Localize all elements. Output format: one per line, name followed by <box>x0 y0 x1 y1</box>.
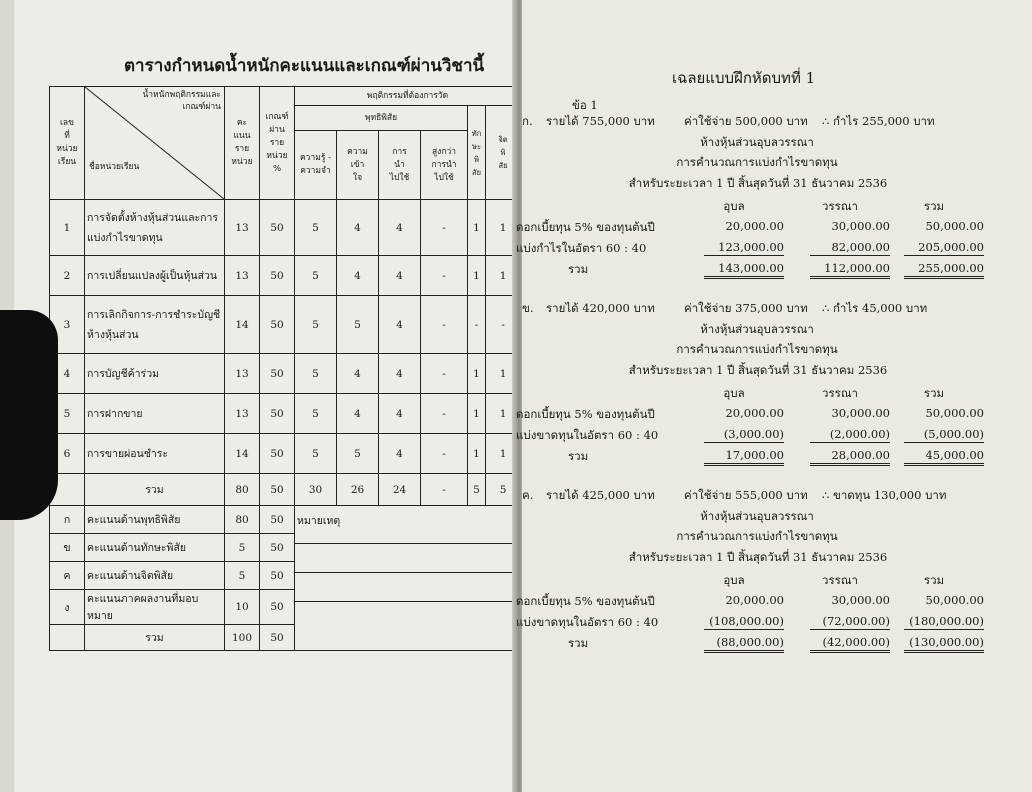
unit-pass: 50 <box>260 296 295 354</box>
unit-name: การฝากขาย <box>85 394 225 434</box>
unit-skill: 1 <box>468 354 486 394</box>
unit-affective: - <box>486 296 521 354</box>
summary-pass: 50 <box>260 506 295 534</box>
total-c4: - <box>421 474 468 506</box>
table-row <box>50 256 521 296</box>
unit-c4: - <box>421 394 468 434</box>
unit-c1: 5 <box>295 394 337 434</box>
unit-c4: - <box>421 354 468 394</box>
statement-period: สำหรับระยะเวลา 1 ปี สิ้นสุดวันที่ 31 ธันวาคม 2536 <box>628 550 888 564</box>
cell-b: 82,000.00 <box>810 240 890 256</box>
unit-name: การเปลี่ยนแปลงผู้เป็นหุ้นส่วน <box>85 256 225 296</box>
total-c1: 30 <box>295 474 337 506</box>
cell-total: (5,000.00) <box>904 427 984 443</box>
unit-score: 13 <box>225 394 260 434</box>
note-cell <box>295 506 521 651</box>
row-label: ดอกเบี้ยทุน 5% ของทุนต้นปี <box>516 407 655 421</box>
unit-skill: 1 <box>468 256 486 296</box>
unit-affective: 1 <box>486 256 521 296</box>
income-text: รายได้ 425,000 บาท <box>546 488 655 502</box>
summary-no: ค <box>50 562 85 590</box>
unit-pass: 50 <box>260 256 295 296</box>
total-c2: 26 <box>337 474 379 506</box>
unit-no: 4 <box>50 354 85 394</box>
unit-name: การจัดตั้งห้างหุ้นส่วนและการแบ่งกำไรขาดทุน <box>85 200 225 256</box>
header-affective: จิต พิ สัย <box>486 106 521 200</box>
column-header-total: รวม <box>923 386 945 400</box>
income-text: รายได้ 755,000 บาท <box>546 114 655 128</box>
income-text: รายได้ 420,000 บาท <box>546 301 655 315</box>
column-header-b: วรรณา <box>822 199 858 213</box>
total-c3: 24 <box>379 474 421 506</box>
header-comprehension: ความ เข้า ใจ <box>337 131 379 200</box>
note-label: หมายเหตุ <box>297 515 341 527</box>
unit-score: 13 <box>225 256 260 296</box>
unit-affective: 1 <box>486 434 521 474</box>
total-score: 80 <box>225 474 260 506</box>
summary-no: ก <box>50 506 85 534</box>
unit-no: 5 <box>50 394 85 434</box>
unit-pass: 50 <box>260 434 295 474</box>
cell-b: 30,000.00 <box>831 406 890 420</box>
result-text: ∴ ขาดทุน 130,000 บาท <box>822 488 947 502</box>
right-page-title: เฉลยแบบฝึกหัดบทที่ 1 <box>672 69 816 87</box>
unit-skill: - <box>468 296 486 354</box>
cell-a: (3,000.00) <box>704 427 784 443</box>
header-above-application: สูงกว่า การนำ ไปใช้ <box>421 131 468 200</box>
unit-affective: 1 <box>486 394 521 434</box>
cell-total: 50,000.00 <box>925 219 984 233</box>
summary-score: 5 <box>225 562 260 590</box>
header-diagonal-cell <box>85 87 225 200</box>
statement-name: การคำนวณการแบ่งกำไรขาดทุน <box>676 342 838 356</box>
unit-affective: 1 <box>486 200 521 256</box>
cell-a: 143,000.00 <box>704 261 784 279</box>
unit-name: การบัญชีค้าร่วม <box>85 354 225 394</box>
unit-c3: 4 <box>379 394 421 434</box>
unit-c1: 5 <box>295 434 337 474</box>
expense-text: ค่าใช้จ่าย 555,000 บาท <box>684 488 808 502</box>
column-header-a: อุบล <box>723 573 745 587</box>
expense-text: ค่าใช้จ่าย 375,000 บาท <box>684 301 808 315</box>
unit-c1: 5 <box>295 200 337 256</box>
page-shadow-blot <box>0 310 58 520</box>
cell-total: 255,000.00 <box>904 261 984 279</box>
summary-row <box>50 506 521 534</box>
unit-c3: 4 <box>379 296 421 354</box>
summary-total-score: 100 <box>225 625 260 651</box>
header-pass: เกณฑ์ ผ่าน ราย หน่วย % <box>260 87 295 200</box>
row-label: รวม <box>568 262 589 276</box>
header-unit-name: ชื่อหน่วยเรียน <box>89 162 140 172</box>
unit-no: 2 <box>50 256 85 296</box>
unit-no: 6 <box>50 434 85 474</box>
total-pass: 50 <box>260 474 295 506</box>
row-label: แบ่งขาดทุนในอัตรา 60 : 40 <box>516 428 659 442</box>
cell-total: 205,000.00 <box>904 240 984 256</box>
unit-c2: 4 <box>337 200 379 256</box>
result-text: ∴ กำไร 45,000 บาท <box>822 301 928 315</box>
row-label: แบ่งกำไรในอัตรา 60 : 40 <box>516 241 647 255</box>
row-label: ดอกเบี้ยทุน 5% ของทุนต้นปี <box>516 594 655 608</box>
table-row <box>50 200 521 256</box>
cell-a: (108,000.00) <box>704 614 784 630</box>
summary-pass: 50 <box>260 562 295 590</box>
unit-c2: 5 <box>337 296 379 354</box>
header-knowledge: ความรู้ - ความจำ <box>295 131 337 200</box>
cell-total: 50,000.00 <box>925 406 984 420</box>
unit-pass: 50 <box>260 394 295 434</box>
unit-score: 13 <box>225 354 260 394</box>
total-label: รวม <box>85 474 225 506</box>
table-row <box>50 434 521 474</box>
cell-a: (88,000.00) <box>704 635 784 653</box>
unit-c2: 4 <box>337 394 379 434</box>
summary-score: 10 <box>225 590 260 625</box>
unit-c3: 4 <box>379 354 421 394</box>
unit-c2: 5 <box>337 434 379 474</box>
summary-total-pass: 50 <box>260 625 295 651</box>
unit-c2: 4 <box>337 256 379 296</box>
company-name: ห้างหุ้นส่วนอุบลวรรณา <box>700 509 814 523</box>
statement-period: สำหรับระยะเวลา 1 ปี สิ้นสุดวันที่ 31 ธันวาคม 2536 <box>628 176 888 190</box>
cell-total: (130,000.00) <box>904 635 984 653</box>
header-weight-criteria: น้ำหนักพฤติกรรมและ เกณฑ์ผ่าน <box>142 90 221 112</box>
cell-b: 28,000.00 <box>810 448 890 466</box>
summary-name: คะแนนด้านพุทธิพิสัย <box>85 506 225 534</box>
unit-skill: 1 <box>468 394 486 434</box>
question-label: ข้อ 1 <box>572 98 598 112</box>
header-unit-no: เลข ที่ หน่วย เรียน <box>50 87 85 200</box>
unit-score: 14 <box>225 434 260 474</box>
unit-c4: - <box>421 296 468 354</box>
row-label: แบ่งขาดทุนในอัตรา 60 : 40 <box>516 615 659 629</box>
summary-total-label: รวม <box>85 625 225 651</box>
unit-skill: 1 <box>468 434 486 474</box>
unit-c3: 4 <box>379 200 421 256</box>
total-skill: 5 <box>468 474 486 506</box>
column-header-a: อุบล <box>723 199 745 213</box>
unit-name: การขายผ่อนชำระ <box>85 434 225 474</box>
unit-name: การเลิกกิจการ-การชำระบัญชีห้างหุ้นส่วน <box>85 296 225 354</box>
unit-score: 14 <box>225 296 260 354</box>
cell-a: 123,000.00 <box>704 240 784 256</box>
unit-c4: - <box>421 434 468 474</box>
cell-b: 30,000.00 <box>831 593 890 607</box>
unit-pass: 50 <box>260 200 295 256</box>
header-behavior: พฤติกรรมที่ต้องการวัด <box>295 87 521 106</box>
column-header-total: รวม <box>923 573 945 587</box>
unit-no: 1 <box>50 200 85 256</box>
unit-c2: 4 <box>337 354 379 394</box>
company-name: ห้างหุ้นส่วนอุบลวรรณา <box>700 135 814 149</box>
row-label: รวม <box>568 636 589 650</box>
left-page-title: ตารางกำหนดน้ำหนักคะแนนและเกณฑ์ผ่านวิชานี้ <box>124 56 485 76</box>
cell-total: 50,000.00 <box>925 593 984 607</box>
cell-total: (180,000.00) <box>904 614 984 630</box>
cell-a: 20,000.00 <box>725 593 784 607</box>
summary-name: คะแนนภาคผลงานที่มอบหมาย <box>85 590 225 625</box>
table-header-row <box>50 87 521 106</box>
total-row <box>50 474 521 506</box>
header-cognitive: พุทธิพิสัย <box>295 106 468 131</box>
summary-pass: 50 <box>260 590 295 625</box>
cell-b: (2,000.00) <box>810 427 890 443</box>
unit-no: 3 <box>50 296 85 354</box>
unit-c1: 5 <box>295 354 337 394</box>
section-label: ข. <box>522 301 534 315</box>
unit-c1: 5 <box>295 296 337 354</box>
summary-name: คะแนนด้านจิตพิสัย <box>85 562 225 590</box>
table-row <box>50 296 521 354</box>
statement-name: การคำนวณการแบ่งกำไรขาดทุน <box>676 155 838 169</box>
score-weight-table <box>49 86 521 651</box>
row-label: รวม <box>568 449 589 463</box>
cell-total: 45,000.00 <box>904 448 984 466</box>
company-name: ห้างหุ้นส่วนอุบลวรรณา <box>700 322 814 336</box>
statement-period: สำหรับระยะเวลา 1 ปี สิ้นสุดวันที่ 31 ธันวาคม 2536 <box>628 363 888 377</box>
summary-score: 80 <box>225 506 260 534</box>
cell-b: (72,000.00) <box>810 614 890 630</box>
unit-c3: 4 <box>379 434 421 474</box>
header-skill: ทัก ษะ พิ สัย <box>468 106 486 200</box>
section-label: ก. <box>522 114 533 128</box>
column-header-a: อุบล <box>723 386 745 400</box>
unit-score: 13 <box>225 200 260 256</box>
unit-skill: 1 <box>468 200 486 256</box>
summary-pass: 50 <box>260 534 295 562</box>
summary-no: ข <box>50 534 85 562</box>
cell-b: (42,000.00) <box>810 635 890 653</box>
summary-no: ง <box>50 590 85 625</box>
header-score: คะ แนน ราย หน่วย <box>225 87 260 200</box>
cell-a: 17,000.00 <box>704 448 784 466</box>
statement-name: การคำนวณการแบ่งกำไรขาดทุน <box>676 529 838 543</box>
table-row <box>50 394 521 434</box>
section-label: ค. <box>522 488 534 502</box>
unit-c3: 4 <box>379 256 421 296</box>
total-affective: 5 <box>486 474 521 506</box>
unit-affective: 1 <box>486 354 521 394</box>
expense-text: ค่าใช้จ่าย 500,000 บาท <box>684 114 808 128</box>
cell-b: 30,000.00 <box>831 219 890 233</box>
unit-c1: 5 <box>295 256 337 296</box>
row-label: ดอกเบี้ยทุน 5% ของทุนต้นปี <box>516 220 655 234</box>
cell-a: 20,000.00 <box>725 219 784 233</box>
header-application: การ นำ ไปใช้ <box>379 131 421 200</box>
column-header-total: รวม <box>923 199 945 213</box>
cell-b: 112,000.00 <box>810 261 890 279</box>
unit-c4: - <box>421 256 468 296</box>
unit-c4: - <box>421 200 468 256</box>
cell-a: 20,000.00 <box>725 406 784 420</box>
column-header-b: วรรณา <box>822 386 858 400</box>
summary-score: 5 <box>225 534 260 562</box>
result-text: ∴ กำไร 255,000 บาท <box>822 114 935 128</box>
table-row <box>50 354 521 394</box>
summary-name: คะแนนด้านทักษะพิสัย <box>85 534 225 562</box>
column-header-b: วรรณา <box>822 573 858 587</box>
unit-pass: 50 <box>260 354 295 394</box>
